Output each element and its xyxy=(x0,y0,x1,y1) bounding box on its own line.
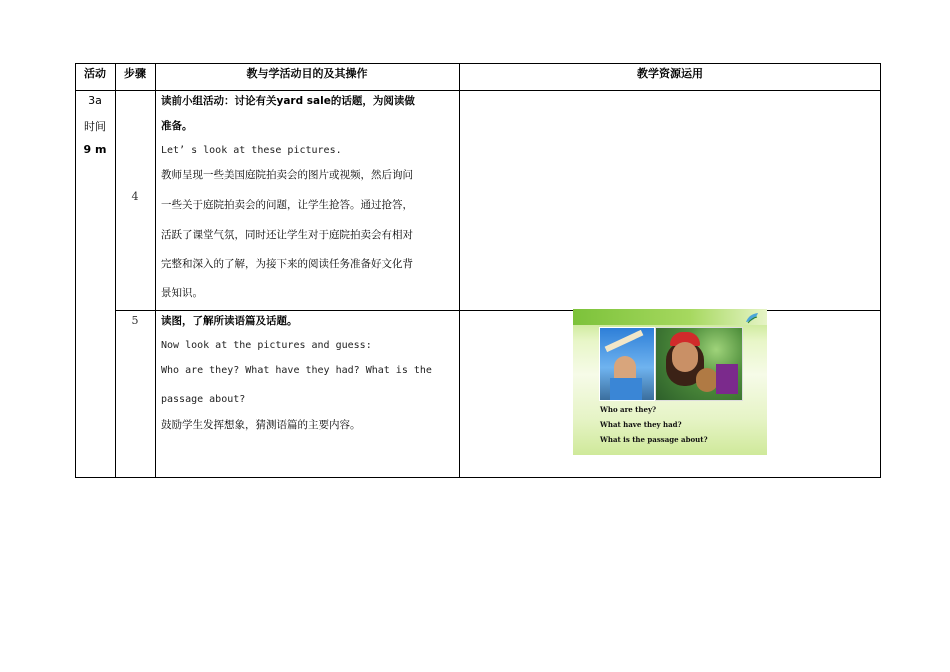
activity-duration: 9 m xyxy=(83,143,107,156)
table-border-right xyxy=(880,63,881,478)
toy-plane xyxy=(605,330,644,352)
col-divider-2 xyxy=(155,63,156,478)
activity-label: 3a xyxy=(88,94,102,107)
teaching-slide-image xyxy=(573,309,767,455)
step-english-line: Let’ s look at these pictures. xyxy=(161,145,342,156)
header-operation: 教与学活动目的及其操作 xyxy=(246,67,368,80)
step-title: 读图，了解所读语篇及话题。 xyxy=(161,315,298,327)
activity-time-label: 时间 xyxy=(84,120,106,133)
step-english-line: Now look at the pictures and guess: xyxy=(161,340,372,351)
girl-face xyxy=(672,342,698,372)
step-description-line: 完整和深入的了解，为接下来的阅读任务准备好文化背 xyxy=(161,258,413,270)
header-activity: 活动 xyxy=(84,67,106,80)
step-number: 5 xyxy=(131,314,139,327)
slide-header-band xyxy=(573,309,767,325)
step-description-line: 鼓励学生发挥想象，猜测语篇的主要内容。 xyxy=(161,419,361,431)
step-description-line: 一些关于庭院拍卖会的问题，让学生抢答。通过抢答， xyxy=(161,199,413,211)
step-title-cont: 准备。 xyxy=(161,120,193,132)
slide-question: What have they had? xyxy=(600,420,682,429)
girl-with-teddy-photo xyxy=(655,327,743,401)
step-english-line: Who are they? What have they had? What is the xyxy=(161,365,432,376)
step-description-line: 教师呈现一些美国庭院拍卖会的图片或视频，然后询问 xyxy=(161,169,413,181)
teddy-bear xyxy=(696,368,718,392)
table-border-bottom xyxy=(75,477,881,478)
step-description-line: 活跃了课堂气氛，同时还让学生对于庭院拍卖会有相对 xyxy=(161,229,413,241)
boy-shirt xyxy=(610,378,642,400)
col-divider-1 xyxy=(115,63,116,478)
table-border-top xyxy=(75,63,881,64)
step-description-line: 景知识。 xyxy=(161,287,203,299)
slide-question: What is the passage about? xyxy=(600,435,708,444)
gift-box xyxy=(716,364,738,394)
boy-with-plane-photo xyxy=(599,327,655,401)
step-title: 读前小组活动：讨论有关yard sale的话题，为阅读做 xyxy=(161,95,415,107)
header-step: 步骤 xyxy=(124,67,146,80)
header-resources: 教学资源运用 xyxy=(637,67,703,80)
step-number: 4 xyxy=(131,190,139,203)
header-divider xyxy=(75,90,881,91)
lesson-plan-table xyxy=(75,63,881,478)
leaf-logo-icon xyxy=(745,312,759,324)
step-english-line: passage about? xyxy=(161,394,246,405)
col-divider-3 xyxy=(459,63,460,478)
slide-question: Who are they? xyxy=(600,405,657,414)
